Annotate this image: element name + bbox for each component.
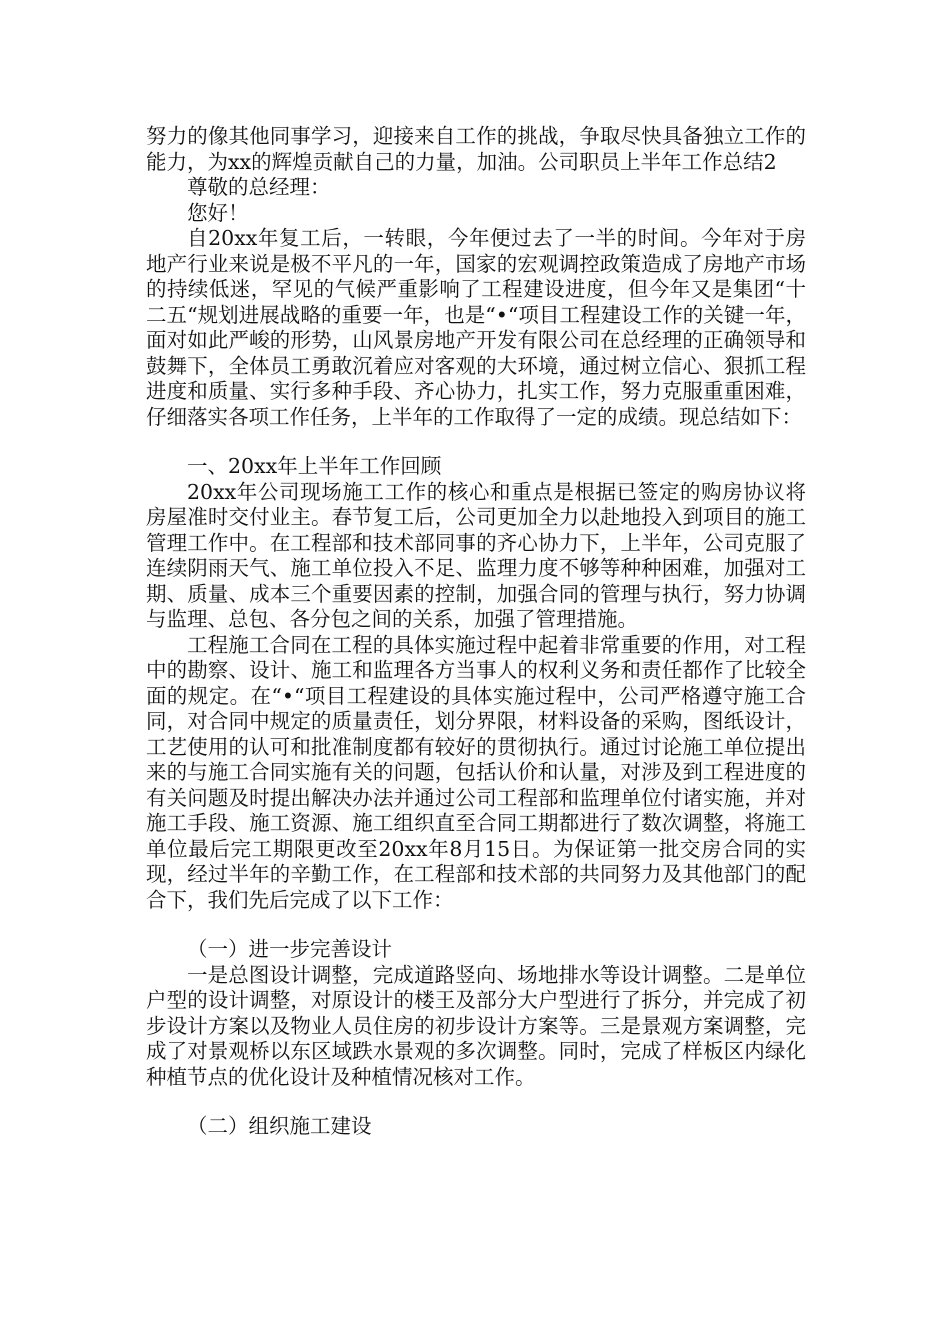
paragraph-design: 一是总图设计调整，完成道路竖向、场地排水等设计调整。二是单位户型的设计调整，对原设计的楼王及部分大户型进行了拆分，并完成了初步设计方案以及物业人员住房的初步设计方案等。三是景观方案调整，完成了对景观桥以东区域跌水景观的多次调整。同时，完成了样板区内绿化种植节点的优化设计及种植情况核对工作。 [146,962,806,1089]
greeting: 您好！ [187,200,249,225]
document-body [146,124,806,1140]
paragraph-intro: 自20xx年复工后，一转眼，今年便过去了一半的时间。今年对于房地产行业来说是极不平凡的一年，国家的宏观调控政策造成了房地产市场的持续低迷，罕见的气候严重影响了工程建设进度，但今年又是集团“十二五“规划进展战略的重要一年，也是“•“项目工程建设工作的关键一年，面对如此严峻的形势，山风景房地产开发有限公司在总经理的正确领导和鼓舞下，全体员工勇敢沉着应对客观的大环境，通过树立信心、狠抓工程进度和质量、实行多种手段、齐心协力，扎实工作，努力克服重重困难，仔细落实各项工作任务，上半年的工作取得了一定的成绩。现总结如下： [146,226,806,429]
subsection-heading-design: （一）进一步完善设计 [187,937,392,961]
section-heading-review: 一、20xx年上半年工作回顾 [187,454,442,478]
paragraph-continuation: 努力的像其他同事学习，迎接来自工作的挑战，争取尽快具备独立工作的能力，为xx的辉煌贡献自己的力量，加油。公司职员上半年工作总结2 [146,124,806,174]
paragraph-review: 20xx年公司现场施工工作的核心和重点是根据已签定的购房协议将房屋准时交付业主。春节复工后，公司更加全力以赴地投入到项目的施工管理工作中。在工程部和技术部同事的齐心协力下，上半年，公司克服了连续阴雨天气、施工单位投入不足、监理力度不够等种种困难，加强对工期、质量、成本三个重要因素的控制，加强合同的管理与执行，努力协调与监理、总包、各分包之间的关系，加强了管理措施。 [146,479,806,631]
paragraph-contract: 工程施工合同在工程的具体实施过程中起着非常重要的作用，对工程中的勘察、设计、施工和监理各方当事人的权利义务和责任都作了比较全面的规定。在“•“项目工程建设的具体实施过程中，公司严格遵守施工合同，对合同中规定的质量责任，划分界限，材料设备的采购，图纸设计，工艺使用的认可和批准制度都有较好的贯彻执行。通过讨论施工单位提出来的与施工合同实施有关的问题，包括认价和认量，对涉及到工程进度的有关问题及时提出解决办法并通过公司工程部和监理单位付诸实施，并对施工手段、施工资源、施工组织直至合同工期都进行了数次调整，将施工单位最后完工期限更改至20xx年8月15日。为保证第一批交房合同的实现，经过半年的辛勤工作，在工程部和技术部的共同努力及其他部门的配合下，我们先后完成了以下工作： [146,632,806,912]
salutation: 尊敬的总经理： [187,175,331,199]
subsection-heading-construction: （二）组织施工建设 [187,1114,372,1138]
